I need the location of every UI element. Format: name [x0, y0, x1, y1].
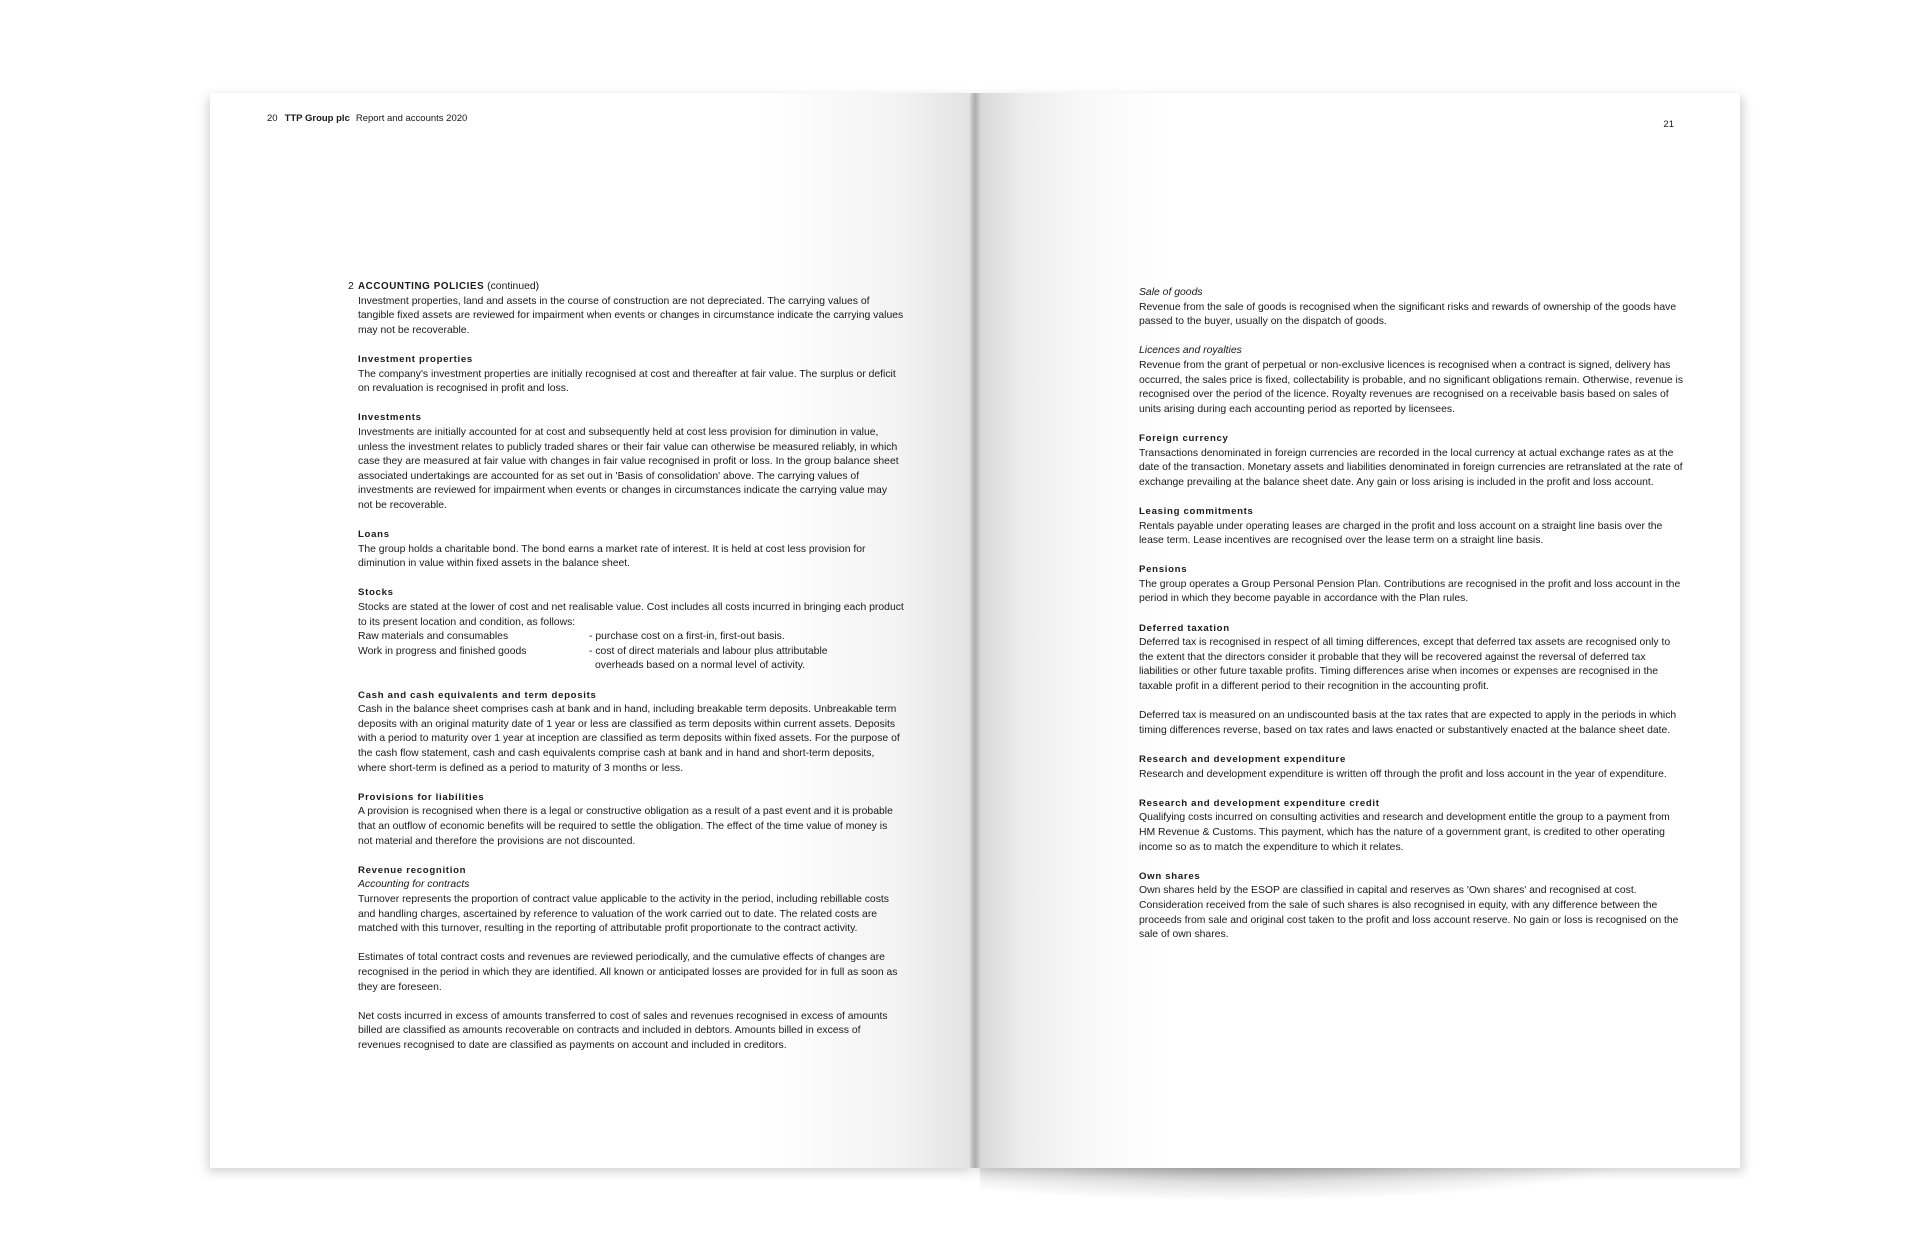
stock-row-value-line1: - cost of direct materials and labour plus attributable: [589, 645, 828, 657]
stocks-heading: Stocks: [358, 587, 394, 599]
pensions-body: The group operates a Group Personal Pension Plan. Contributions are recognised in the profit and loss account in the period in which they become payable in accordance with the Plan rules.: [1139, 578, 1681, 605]
stock-row-value-line2: overheads based on a normal level of activity.: [595, 660, 806, 672]
stock-row-value: [589, 645, 904, 674]
loans-heading: Loans: [358, 529, 390, 541]
cash-block: [358, 689, 904, 777]
stock-row-label: Raw materials and consumables: [358, 631, 509, 643]
report-title: Report and accounts 2020: [355, 113, 468, 124]
pensions-block: [1139, 563, 1685, 607]
foreign-currency-body: Transactions denominated in foreign currencies are recorded in the local currency at actual exchange rates as at the date of the transaction. Monetary assets and liabilities denominated in foreign currencies are retranslated at the rate of exchange prevailing at the balance sheet date. Any gain or loss arising is included in the profit and loss account.: [1139, 447, 1683, 488]
own-shares-block: [1139, 870, 1685, 943]
right-page-number: 21: [1663, 119, 1674, 130]
intro-paragraph: Investment properties, land and assets in the course of construction are not depreciated. The carrying values of tangible fixed assets are reviewed for impairment when events or changes in circumstance indicate the carrying values may not be recoverable.: [358, 295, 904, 336]
leasing-heading: Leasing commitments: [1139, 505, 1254, 517]
revenue-paragraph-3: Net costs incurred in excess of amounts transferred to cost of sales and revenues recognised in excess of amounts billed are classified as amounts recoverable on contracts and included in debtors. Amounts billed in excess of revenues recognised to date are classified as payments on account and included in creditors.: [358, 1010, 888, 1051]
rd-credit-block: [1139, 797, 1685, 855]
sale-of-goods-body: Revenue from the sale of goods is recognised when the significant risks and rewards of ownership of the goods have passed to the buyer, usually on the dispatch of goods.: [1139, 301, 1677, 328]
section-number: 2: [348, 281, 354, 292]
own-shares-body: Own shares held by the ESOP are classified in capital and reserves as 'Own shares' and recognised at cost. Consideration received from the sale of such shares is also recognised in equity, with any difference between the proceeds from sale and original cost taken to the profit and loss account reserve. No gain or loss is recognised on the sale of own shares.: [1139, 885, 1679, 941]
provisions-heading: Provisions for liabilities: [358, 791, 485, 803]
stock-row: [358, 630, 904, 645]
investment-properties-heading: Investment properties: [358, 353, 473, 365]
licences-heading: Licences and royalties: [1139, 345, 1242, 357]
deferred-tax-heading: Deferred taxation: [1139, 622, 1230, 634]
spine-gutter: [970, 93, 980, 1168]
rd-expenditure-block: [1139, 753, 1685, 782]
cash-heading: Cash and cash equivalents and term deposits: [358, 689, 597, 701]
loans-body: The group holds a charitable bond. The bond earns a market rate of interest. It is held at cost less provision for diminution in value within fixed assets in the balance sheet.: [358, 543, 866, 570]
stock-row-value: - purchase cost on a first-in, first-out basis.: [589, 631, 785, 643]
right-page: [974, 93, 1740, 1168]
stocks-block: [358, 586, 904, 674]
stock-row-label: Work in progress and finished goods: [358, 645, 527, 657]
sale-of-goods-block: [1139, 286, 1685, 330]
leasing-block: [1139, 505, 1685, 549]
licences-body: Revenue from the grant of perpetual or non-exclusive licences is recognised when a contract is signed, delivery has occurred, the sales price is fixed, collectability is probable, and no significant obligations remain. Otherwise, revenue is recognised over the period of the licence. Royalty revenues are recognised on a receivable basis based on sales of units arising during each accounting period as reported by licensees.: [1139, 359, 1684, 415]
company-name: TTP Group plc: [284, 113, 350, 124]
stocks-body: Stocks are stated at the lower of cost and net realisable value. Cost includes all costs incurred in bringing each product to its present location and condition, as follows:: [358, 602, 904, 628]
investments-heading: Investments: [358, 412, 422, 424]
deferred-tax-paragraph-1: Deferred tax is recognised in respect of all timing differences, except that deferred tax assets are recognised only to the extent that the directors consider it probable that they will be recovered against the reversal of deferred tax liabilities or other future taxable profits. Timing differences arise when incomes or expenses are recognised in the taxable profit in a different period to their recognition in the accounting profit.: [1139, 637, 1671, 693]
foreign-currency-heading: Foreign currency: [1139, 432, 1229, 444]
investment-properties-body: The company's investment properties are initially recognised at cost and thereafter at fair value. The surplus or deficit on revaluation is recognised in profit and loss.: [358, 368, 896, 395]
rd-credit-heading: Research and development expenditure credit: [1139, 797, 1380, 809]
section-heading: ACCOUNTING POLICIES: [358, 281, 485, 292]
investments-body: Investments are initially accounted for at cost and subsequently held at cost less provision for diminution in value, unless the investment relates to publicly traded shares or their fair value can otherwise be measured reliably, in which case they are measured at fair value with changes in fair value recognised in profit or loss. In the group balance sheet associated undertakings are accounted for as set out in 'Basis of consolidation' above. The carrying values of investments are reviewed for impairment when events or changes in circumstances indicate the carrying value may not be recoverable.: [358, 426, 899, 511]
left-column: [348, 280, 904, 1068]
sale-of-goods-heading: Sale of goods: [1139, 287, 1203, 298]
rd-expenditure-heading: Research and development expenditure: [1139, 754, 1347, 765]
revenue-paragraph-1: Turnover represents the proportion of contract value applicable to the activity in the period, including rebillable costs and handling charges, ascertained by reference to valuation of the work carried out to date. The related costs are matched with this turnover, resulting in the reporting of attributable profit proportionate to the contract activity.: [358, 893, 889, 935]
running-head: [267, 113, 467, 125]
provisions-block: [358, 791, 904, 849]
licences-block: [1139, 344, 1685, 417]
deferred-tax-paragraph-2: Deferred tax is measured on an undiscounted basis at the tax rates that are expected to apply in the periods in which timing differences reverse, based on tax rates and laws enacted or substantively enacted at the balance sheet date.: [1139, 710, 1677, 736]
own-shares-heading: Own shares: [1139, 870, 1201, 882]
left-page: [210, 93, 974, 1168]
cash-body: Cash in the balance sheet comprises cash at bank and in hand, including breakable term deposits. Unbreakable term deposits with an original maturity date of 1 year or less are classified as term deposits within current assets. Deposits with a period to maturity over 1 year at inception are classified as term deposits within fixed assets. For the purpose of the cash flow statement, cash and cash equivalents comprise cash at bank and in hand and short-term deposits, where short-term is defined as a period to maturity of 3 months or less.: [358, 704, 900, 774]
deferred-tax-block: [1139, 622, 1685, 739]
investments-block: [358, 411, 904, 513]
pensions-heading: Pensions: [1139, 564, 1188, 576]
investment-properties-block: [358, 353, 904, 397]
revenue-block: [358, 864, 904, 1054]
revenue-heading: Revenue recognition: [358, 864, 467, 876]
section-continued: (continued): [487, 281, 540, 292]
rd-expenditure-body: Research and development expenditure is written off through the profit and loss account in the year of expenditure.: [1139, 768, 1667, 780]
rd-credit-body: Qualifying costs incurred on consulting activities and research and development entitle the group to a payment from HM Revenue & Customs. This payment, which has the nature of a government grant, is credited to other operating income so as to match the expenditure to which it relates.: [1139, 812, 1670, 853]
revenue-paragraph-2: Estimates of total contract costs and revenues are reviewed periodically, and the cumulative effects of changes are recognised in the period in which they are identified. All known or anticipated losses are provided for in full as soon as they are foreseen.: [358, 952, 898, 993]
provisions-body: A provision is recognised when there is a legal or constructive obligation as a result of a past event and it is probable that an outflow of economic benefits will be required to settle the obligation. The effect of the time value of money is not material and therefore the provisions are not discounted.: [358, 806, 893, 847]
left-page-number: 20: [267, 113, 278, 124]
section-title: [348, 280, 904, 295]
accounting-policies-section: [348, 280, 904, 338]
loans-block: [358, 528, 904, 572]
stock-row: [358, 645, 904, 674]
leasing-body: Rentals payable under operating leases are charged in the profit and loss account on a straight line basis over the lease term. Lease incentives are recognised over the lease term on a straight line basis.: [1139, 520, 1663, 547]
revenue-subheading: Accounting for contracts: [358, 879, 470, 891]
foreign-currency-block: [1139, 432, 1685, 490]
right-column: [1139, 286, 1685, 957]
